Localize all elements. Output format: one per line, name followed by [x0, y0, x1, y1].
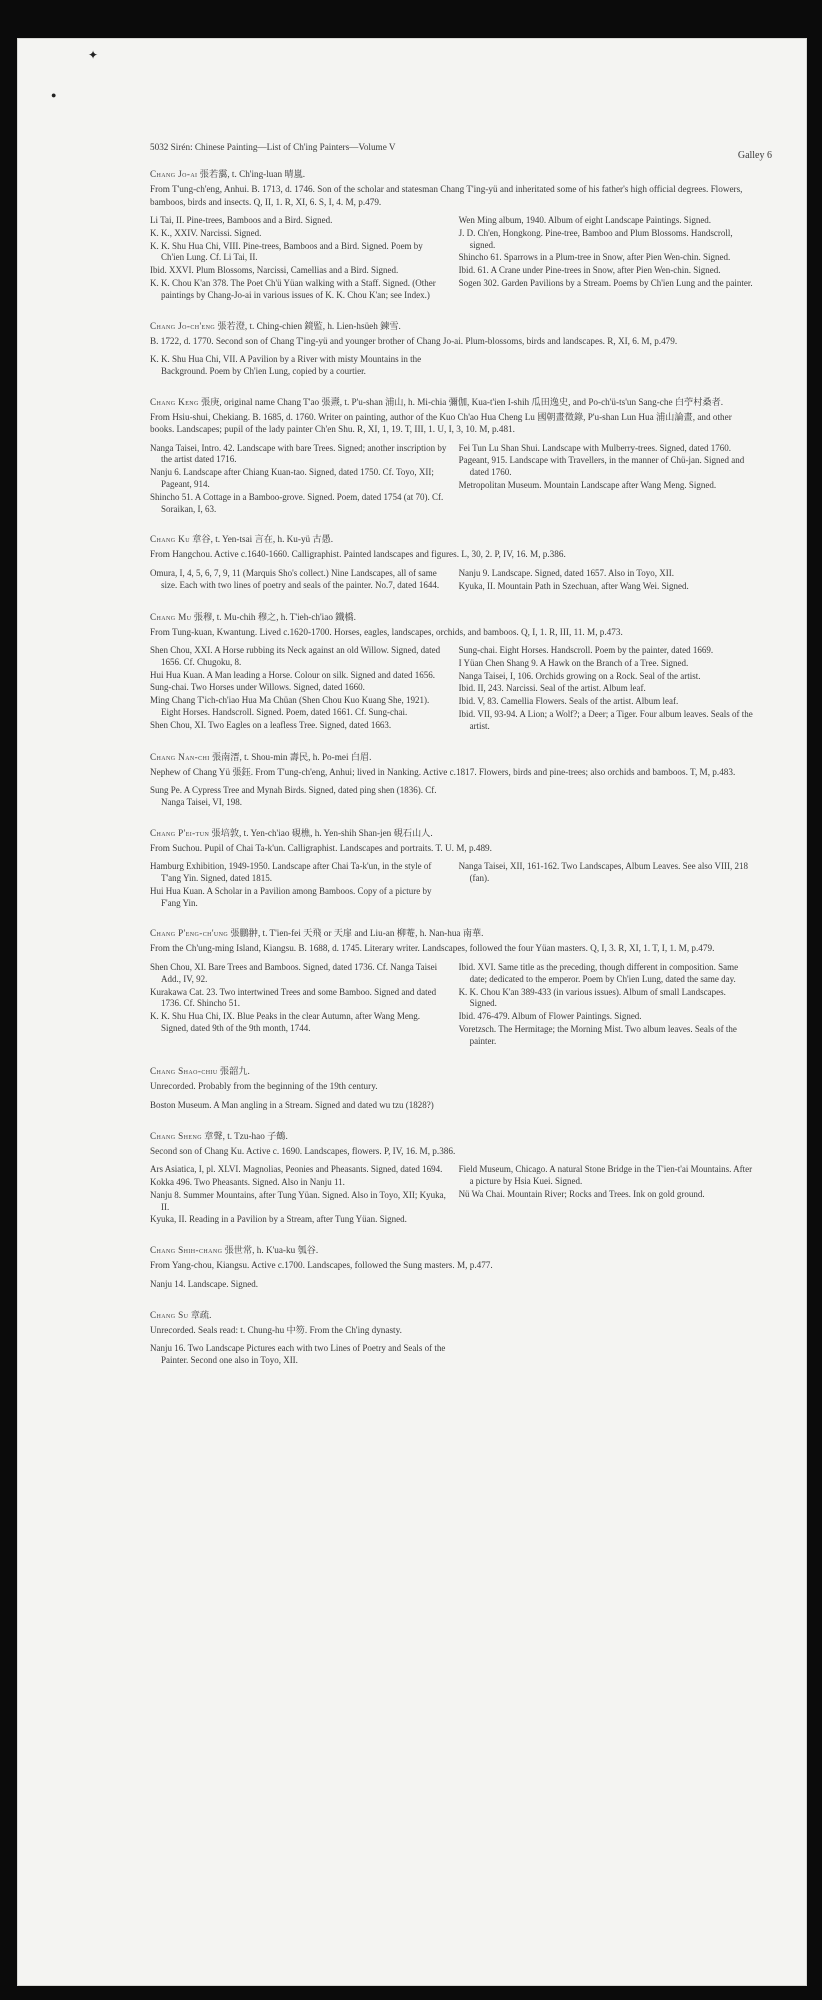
references-columns: [150, 1343, 755, 1368]
painting-reference: Shincho 51. A Cottage in a Bamboo-grove. Signed. Poem, dated 1754 (at 70). Cf. Soraikan, I, 63.: [150, 491, 444, 514]
references-columns: [150, 215, 755, 303]
painter-name: Chang Keng: [150, 396, 199, 407]
references-left-column: [150, 215, 446, 303]
painting-reference: Shen Chou, XXI. A Horse rubbing its Neck against an old Willow. Signed, dated 1656. Cf. Chugoku, 8.: [150, 645, 441, 667]
entry-biography: From the Ch'ung-ming Island, Kiangsu. B. 1688, d. 1745. Literary writer. Landscapes, followed the four Yüan masters. Q, I, 3. R, XI, 1. T, I, 1. M, p.479.: [150, 943, 715, 954]
references-right-column: [459, 215, 755, 303]
painting-reference: Shen Chou, XI. Two Eagles on a leafless Tree. Signed, dated 1663.: [150, 719, 392, 730]
painting-reference: Field Museum, Chicago. A natural Stone Bridge in the T'ien-t'ai Mountains. After a picture by Hsia Kuei. Signed.: [458, 1164, 753, 1187]
painting-reference: Nanju 16. Two Landscape Pictures each with two Lines of Poetry and Seals of the Painter. Second one also in Toyo, XII.: [150, 1343, 446, 1365]
painting-reference: Boston Museum. A Man angling in a Stream. Signed and dated wu tzu (1828?): [150, 1099, 434, 1110]
entry-heading: [150, 168, 755, 181]
entry-biography: From Hangchou. Active c.1640-1660. Calligraphist. Painted landscapes and figures. L, 30, 2. P, IV, 16. M, p.386.: [150, 549, 566, 560]
entry-biography: From Yang-chou, Kiangsu. Active c.1700. Landscapes, followed the Sung masters. M, p.477.: [150, 1260, 493, 1271]
entry-heading: [150, 1244, 755, 1257]
painter-names-chinese: 張庚, original name Chang T'ao 張燾, t. P'u-shan 浦山, h. Mi-chia 彌伽, Kua-t'ien I-shih 瓜田逸史, and Po-ch'ü-ts'un Sang-che 白苧村桑者.: [201, 396, 724, 407]
painting-reference: Nanju 9. Landscape. Signed, dated 1657. Also in Toyo, XII.: [458, 567, 674, 578]
painting-reference: K. K. Shu Hua Chi, VII. A Pavilion by a River with misty Mountains in the Background. Poem by Ch'ien Lung, copied by a courtier.: [150, 354, 422, 376]
running-head: 5032 Sirén: Chinese Painting—List of Ch'ing Painters—Volume V: [150, 142, 396, 152]
painter-name: Chang Jo-ch'eng: [150, 320, 216, 331]
painting-reference: Nanga Taisei, Intro. 42. Landscape with bare Trees. Signed; another inscription by the artist dated 1716.: [150, 442, 447, 465]
references-right-column: [459, 861, 755, 910]
painter-entry: [150, 1309, 755, 1368]
entry-biography: Unrecorded. Seals read: t. Chung-hu 中笏. From the Ch'ing dynasty.: [150, 1324, 402, 1335]
entry-biography: From Tung-kuan, Kwantung. Lived c.1620-1700. Horses, eagles, landscapes, orchids, and bamboos. Q, I, 1. R, III, 11. M, p.473.: [150, 626, 623, 637]
painting-reference: K. K. Shu Hua Chi, VIII. Pine-trees, Bamboos and a Bird. Signed. Poem by Ch'ien Lung. Cf. Li Tai, II.: [150, 240, 423, 263]
painting-reference: K. K. Chou K'an 378. The Poet Ch'ü Yüan walking with a Staff. Signed. (Other paintings by Chang-Jo-ai in various issues of K. K. Chou K'an; see Index.): [150, 277, 436, 300]
painting-reference: Omura, I, 4, 5, 6, 7, 9, 11 (Marquis Sho's collect.) Nine Landscapes, all of same size. Each with two lines of poetry and seals of the painter. No.7, dated 1644.: [150, 567, 440, 590]
painting-reference: Li Tai, II. Pine-trees, Bamboos and a Bird. Signed.: [150, 215, 333, 225]
painter-entry: [150, 751, 755, 810]
painting-reference: Ibid. 61. A Crane under Pine-trees in Snow, after Pien Wen-chin. Signed.: [458, 265, 721, 276]
painter-name: Chang Ku: [150, 534, 190, 545]
entry-heading: [150, 611, 755, 624]
pin-mark-icon: ✦: [88, 48, 99, 62]
painter-entry: [150, 396, 755, 517]
references-right-column: [459, 645, 755, 734]
entry-heading: [150, 927, 755, 940]
painting-reference: Kyuka, II. Reading in a Pavilion by a Stream, after Tung Yüan. Signed.: [150, 1214, 407, 1225]
painting-reference: Kokka 496. Two Pheasants. Signed. Also in Nanju 11.: [150, 1177, 345, 1188]
galley-number: Galley 6: [737, 150, 772, 161]
entry-heading: [150, 533, 755, 546]
references-left-column: [150, 443, 446, 517]
painting-reference: Ibid. XVI. Same title as the preceding, though different in composition. Same date; dedicated to the emperor. Poem by Ch'ien Lung, dated the same day.: [458, 961, 739, 984]
entry-biography: Unrecorded. Probably from the beginning of the 19th century.: [150, 1081, 378, 1092]
painting-reference: Ibid. II, 243. Narcissi. Seal of the artist. Album leaf.: [458, 683, 646, 694]
painter-entry: [150, 1065, 755, 1112]
references-right-column: [459, 962, 755, 1049]
painting-reference: Hamburg Exhibition, 1949-1950. Landscape after Chai Ta-k'un, in the style of T'ang Yin. Signed, dated 1815.: [150, 861, 432, 884]
entry-biography: Nephew of Chang Yü 張鈺. From T'ung-ch'eng, Anhui; lived in Nanking. Active c.1817. Flowers, birds and pine-trees; also orchids and bamboos. T, M, p.483.: [150, 766, 736, 777]
painter-name: Chang Nan-chi: [150, 751, 210, 762]
references-right-column: [459, 443, 755, 517]
references-columns: [150, 785, 755, 810]
pin-mark-icon: ●: [51, 90, 57, 100]
painting-reference: Hui Hua Kuan. A Man leading a Horse. Colour on silk. Signed and dated 1656.: [150, 669, 435, 680]
painting-reference: Kurakawa Cat. 23. Two intertwined Trees and some Bamboo. Signed and dated 1736. Cf. Shincho 51.: [150, 986, 437, 1009]
painting-reference: Ibid. XXVI. Plum Blossoms, Narcissi, Camellias and a Bird. Signed.: [150, 265, 399, 276]
painting-reference: Ming Chang T'ich-ch'iao Hua Ma Chüan (Shen Chou Kuo Kuang She, 1921). Eight Horses. Handscroll. Signed. Poem, dated 1661. Cf. Sung-chai.: [150, 695, 430, 718]
painting-reference: Nanju 8. Summer Mountains, after Tung Yüan. Signed. Also in Toyo, XII; Kyuka, II.: [150, 1189, 446, 1212]
entry-list: [150, 168, 755, 1385]
painter-entry: [150, 320, 755, 379]
references-right-column: [459, 1164, 755, 1227]
painter-names-chinese: 張培敦, t. Yen-ch'iao 硯樵, h. Yen-shih Shan-jen 硯石山人.: [211, 827, 433, 838]
painting-reference: Ibid. V, 83. Camellia Flowers. Seals of the artist. Album leaf.: [458, 696, 679, 707]
painter-entry: [150, 827, 755, 911]
references-left-column: [150, 645, 446, 734]
entry-biography: Second son of Chang Ku. Active c. 1690. Landscapes, flowers. P, IV, 16. M, p.386.: [150, 1145, 456, 1156]
painting-reference: Wen Ming album, 1940. Album of eight Landscape Paintings. Signed.: [458, 215, 712, 225]
painter-entry: [150, 611, 755, 734]
entry-heading: [150, 1309, 755, 1322]
painting-reference: Nü Wa Chai. Mountain River; Rocks and Trees. Ink on gold ground.: [458, 1188, 705, 1199]
painting-reference: Sung Pe. A Cypress Tree and Mynah Birds. Signed, dated ping shen (1836). Cf. Nanga Taisei, VI, 198.: [150, 785, 437, 807]
painter-name: Chang P'eng-ch'ung: [150, 928, 229, 939]
references-columns: [150, 861, 755, 910]
painter-entry: [150, 168, 755, 303]
entry-heading: [150, 320, 755, 333]
painting-reference: Kyuka, II. Mountain Path in Szechuan, after Wang Wei. Signed.: [458, 580, 689, 591]
references-right-column: [459, 568, 755, 594]
painting-reference: Ibid. VII, 93-94. A Lion; a Wolf?; a Deer; a Tiger. Four album leaves. Seals of the artist.: [458, 709, 753, 731]
painter-names-chinese: 張穆, t. Mu-chih 穆之, h. T'ieh-ch'iao 鐵橋.: [193, 611, 356, 622]
painter-entry: [150, 1244, 755, 1291]
painting-reference: Nanga Taisei, I, 106. Orchids growing on a Rock. Seal of the artist.: [458, 670, 701, 681]
painter-entry: [150, 1130, 755, 1227]
painting-reference: Hui Hua Kuan. A Scholar in a Pavilion among Bamboos. Copy of a picture by F'ang Yin.: [150, 885, 432, 908]
painting-reference: Metropolitan Museum. Mountain Landscape after Wang Meng. Signed.: [458, 480, 717, 491]
painting-reference: Ibid. 476-479. Album of Flower Paintings. Signed.: [458, 1011, 642, 1022]
entry-biography: From Hsiu-shui, Chekiang. B. 1685, d. 1760. Writer on painting, author of the Kuo Ch'ao Hua Cheng Lu 國朝畫徵錄, P'u-shan Lun Hua 浦山論畫, and other books. Landscapes; pupil of the lady painter Ch'en Shu. R, XI, 1, 19. T, III, 1. U, I, 3, 10. M, p.481.: [150, 411, 732, 435]
entry-biography: B. 1722, d. 1770. Second son of Chang T'ing-yü and younger brother of Chang Jo-ai. Plum-blossoms, birds and landscapes. R, XI, 6. M, p.479.: [150, 335, 678, 346]
entry-heading: [150, 827, 755, 840]
painter-names-chinese: 張世常, h. K'ua-ku 瓠谷.: [224, 1245, 319, 1256]
painter-names-chinese: 張若澄, t. Ching-chien 鏡監, h. Lien-hsüeh 鍊雪.: [217, 320, 401, 331]
painter-name: Chang P'ei-tun: [150, 827, 210, 838]
references-columns: [150, 645, 755, 734]
references-left-column: [150, 1100, 446, 1113]
painter-name: Chang Jo-ai: [150, 169, 198, 179]
painter-name: Chang Shih-chang: [150, 1245, 223, 1256]
painter-names-chinese: 章聲, t. Tzu-hao 子鶴.: [204, 1130, 288, 1141]
painter-names-chinese: 章谷, t. Yen-tsai 言在, h. Ku-yü 古愚.: [192, 534, 334, 545]
painter-name: Chang Sheng: [150, 1130, 202, 1141]
references-left-column: [150, 861, 446, 910]
entry-heading: [150, 1065, 755, 1078]
references-columns: [150, 354, 755, 379]
references-left-column: [150, 785, 446, 810]
painter-names-chinese: 張若靄, t. Ch'ing-luan 晴嵐.: [199, 169, 306, 179]
painting-reference: Nanga Taisei, XII, 161-162. Two Landscapes, Album Leaves. See also VIII, 218 (fan).: [458, 861, 748, 884]
painting-reference: K. K., XXIV. Narcissi. Signed.: [150, 227, 262, 238]
painting-reference: Voretzsch. The Hermitage; the Morning Mist. Two album leaves. Seals of the painter.: [458, 1023, 737, 1046]
painter-names-chinese: 張南溍, t. Shou-min 壽民, h. Po-mei 白眉.: [211, 751, 372, 762]
references-left-column: [150, 1164, 446, 1227]
painter-name: Chang Shao-chiu: [150, 1066, 218, 1077]
painting-reference: Nanju 6. Landscape after Chiang Kuan-tao. Signed, dated 1750. Cf. Toyo, XII; Pageant, 914.: [150, 467, 434, 490]
painter-names-chinese: 張韶九.: [219, 1066, 250, 1077]
entry-heading: [150, 396, 755, 409]
references-columns: [150, 1279, 755, 1292]
painting-reference: Sogen 302. Garden Pavilions by a Stream. Poems by Ch'ien Lung and the painter.: [458, 277, 753, 288]
painting-reference: K. K. Chou K'an 389-433 (in various issues). Album of small Landscapes. Signed.: [458, 986, 726, 1009]
references-columns: [150, 443, 755, 517]
references-left-column: [150, 354, 446, 379]
references-columns: [150, 1164, 755, 1227]
entry-biography: From T'ung-ch'eng, Anhui. B. 1713, d. 1746. Son of the scholar and statesman Chang T'ing-yü and inheritated some of his father's high official degrees. Flowers, bamboos, birds and insects. Q, II, 1. R, XI, 6. S, I, 4. M, p.479.: [150, 184, 743, 207]
painting-reference: Shen Chou, XI. Bare Trees and Bamboos. Signed, dated 1736. Cf. Nanga Taisei Add., IV, 92.: [150, 961, 438, 984]
painting-reference: K. K. Shu Hua Chi, IX. Blue Peaks in the clear Autumn, after Wang Meng. Signed, dated 9th of the 9th month, 1744.: [150, 1011, 421, 1033]
painter-entry: [150, 533, 755, 593]
references-left-column: [150, 1343, 446, 1368]
references-left-column: [150, 1279, 446, 1292]
painting-reference: Pageant, 915. Landscape with Travellers, in the manner of Chü-jan. Signed and dated 1760.: [458, 455, 745, 478]
painter-names-chinese: 章疏.: [190, 1309, 212, 1320]
painting-reference: Sung-chai. Eight Horses. Handscroll. Poem by the painter, dated 1669.: [458, 645, 714, 656]
painting-reference: Fei Tun Lu Shan Shui. Landscape with Mulberry-trees. Signed, dated 1760.: [458, 442, 732, 453]
painting-reference: J. D. Ch'en, Hongkong. Pine-tree, Bamboo and Plum Blossoms. Handscroll, signed.: [458, 227, 733, 250]
references-columns: [150, 962, 755, 1049]
painting-reference: I Yüan Chen Shang 9. A Hawk on the Branch of a Tree. Signed.: [458, 657, 689, 668]
references-columns: [150, 1100, 755, 1113]
entry-biography: From Suchou. Pupil of Chai Ta-k'un. Calligraphist. Landscapes and portraits. T. U. M, p.489.: [150, 842, 492, 853]
entry-heading: [150, 1130, 755, 1143]
entry-heading: [150, 751, 755, 764]
painting-reference: Nanju 14. Landscape. Signed.: [150, 1278, 258, 1289]
painting-reference: Shincho 61. Sparrows in a Plum-tree in Snow, after Pien Wen-chin. Signed.: [458, 252, 731, 263]
references-left-column: [150, 962, 446, 1049]
painting-reference: Ars Asiatica, I, pl. XLVI. Magnolias, Peonies and Pheasants. Signed, dated 1694.: [150, 1164, 443, 1175]
painter-names-chinese: 張鵬翀, t. T'ien-fei 天飛 or 天扉 and Liu-an 柳菴, h. Nan-hua 南華.: [230, 928, 484, 939]
painter-entry: [150, 927, 755, 1048]
painter-name: Chang Su: [150, 1309, 189, 1320]
references-left-column: [150, 568, 446, 594]
painting-reference: Sung-chai. Two Horses under Willows. Signed, dated 1660.: [150, 682, 365, 693]
painter-name: Chang Mu: [150, 611, 192, 622]
references-columns: [150, 568, 755, 594]
